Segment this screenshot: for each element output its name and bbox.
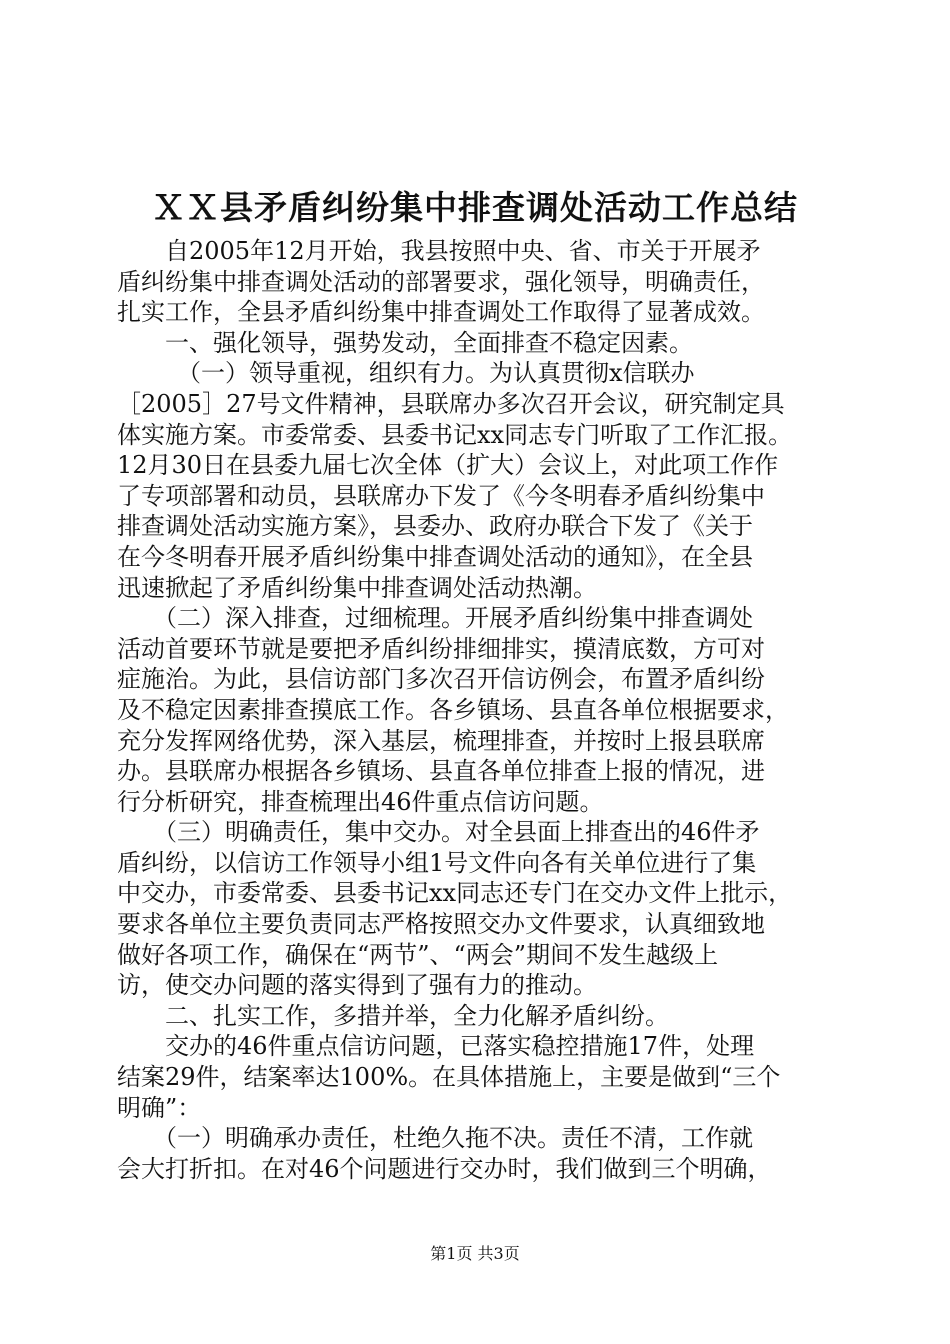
body-line: （三）明确责任，集中交办。对全县面上排查出的46件矛: [117, 818, 760, 847]
document-body: [117, 236, 837, 1184]
body-line: 迅速掀起了矛盾纠纷集中排查调处活动热潮。: [117, 573, 597, 602]
body-line: 症施治。为此，县信访部门多次召开信访例会，布置矛盾纠纷: [117, 665, 765, 694]
page-number-footer: 第1页 共3页: [430, 1244, 520, 1263]
body-line: 中交办，市委常委、县委书记xx同志还专门在交办文件上批示，: [117, 879, 793, 908]
body-line: 排查调处活动实施方案》，县委办、政府办联合下发了《关于: [117, 512, 753, 541]
body-line: ［2005］27号文件精神，县联席办多次召开会议，研究制定具: [117, 389, 785, 418]
body-line: 了专项部署和动员，县联席办下发了《今冬明春矛盾纠纷集中: [117, 481, 765, 510]
body-line: 明确”：: [117, 1093, 202, 1122]
body-line: 要求各单位主要负责同志严格按照交办文件要求，认真细致地: [117, 910, 765, 939]
body-line: 会大打折扣。在对46个问题进行交办时，我们做到三个明确，: [117, 1154, 772, 1183]
section-heading-2: 二、扎实工作，多措并举，全力化解矛盾纠纷。: [117, 1001, 669, 1030]
body-line: （一）领导重视，组织有力。为认真贯彻x信联办: [117, 359, 695, 388]
body-line: 及不稳定因素排查摸底工作。各乡镇场、县直各单位根据要求，: [117, 695, 789, 724]
body-line: 结案29件，结案率达100%。在具体措施上，主要是做到“三个: [117, 1063, 781, 1092]
body-line: 12月30日在县委九届七次全体（扩大）会议上，对此项工作作: [117, 451, 779, 480]
body-line: 盾纠纷集中排查调处活动的部署要求，强化领导，明确责任，: [117, 267, 765, 296]
body-line: 体实施方案。市委常委、县委书记xx同志专门听取了工作汇报。: [117, 420, 793, 449]
section-heading-1: 一、强化领导，强势发动，全面排查不稳定因素。: [117, 328, 693, 357]
body-line: 访，使交办问题的落实得到了强有力的推动。: [117, 971, 597, 1000]
body-line: 交办的46件重点信访问题，已落实稳控措施17件，处理: [117, 1032, 755, 1061]
body-line: 行分析研究，排查梳理出46件重点信访问题。: [117, 787, 604, 816]
body-line: （二）深入排查，过细梳理。开展矛盾纠纷集中排查调处: [117, 604, 753, 633]
body-line: 盾纠纷，以信访工作领导小组1号文件向各有关单位进行了集: [117, 848, 757, 877]
document-title: ＸＸ县矛盾纠纷集中排查调处活动工作总结: [152, 188, 798, 227]
body-line: 做好各项工作，确保在“两节”、“两会”期间不发生越级上: [117, 940, 719, 969]
body-line: 扎实工作，全县矛盾纠纷集中排查调处工作取得了显著成效。: [117, 298, 765, 327]
body-line: （一）明确承办责任，杜绝久拖不决。责任不清，工作就: [117, 1124, 753, 1153]
body-line: 充分发挥网络优势，深入基层，梳理排查，并按时上报县联席: [117, 726, 765, 755]
body-line: 自2005年12月开始，我县按照中央、省、市关于开展矛: [117, 237, 761, 265]
body-line: 活动首要环节就是要把矛盾纠纷排细排实，摸清底数，方可对: [117, 634, 765, 663]
body-line: 在今冬明春开展矛盾纠纷集中排查调处活动的通知》，在全县: [117, 542, 753, 571]
body-line: 办。县联席办根据各乡镇场、县直各单位排查上报的情况，进: [117, 757, 765, 786]
